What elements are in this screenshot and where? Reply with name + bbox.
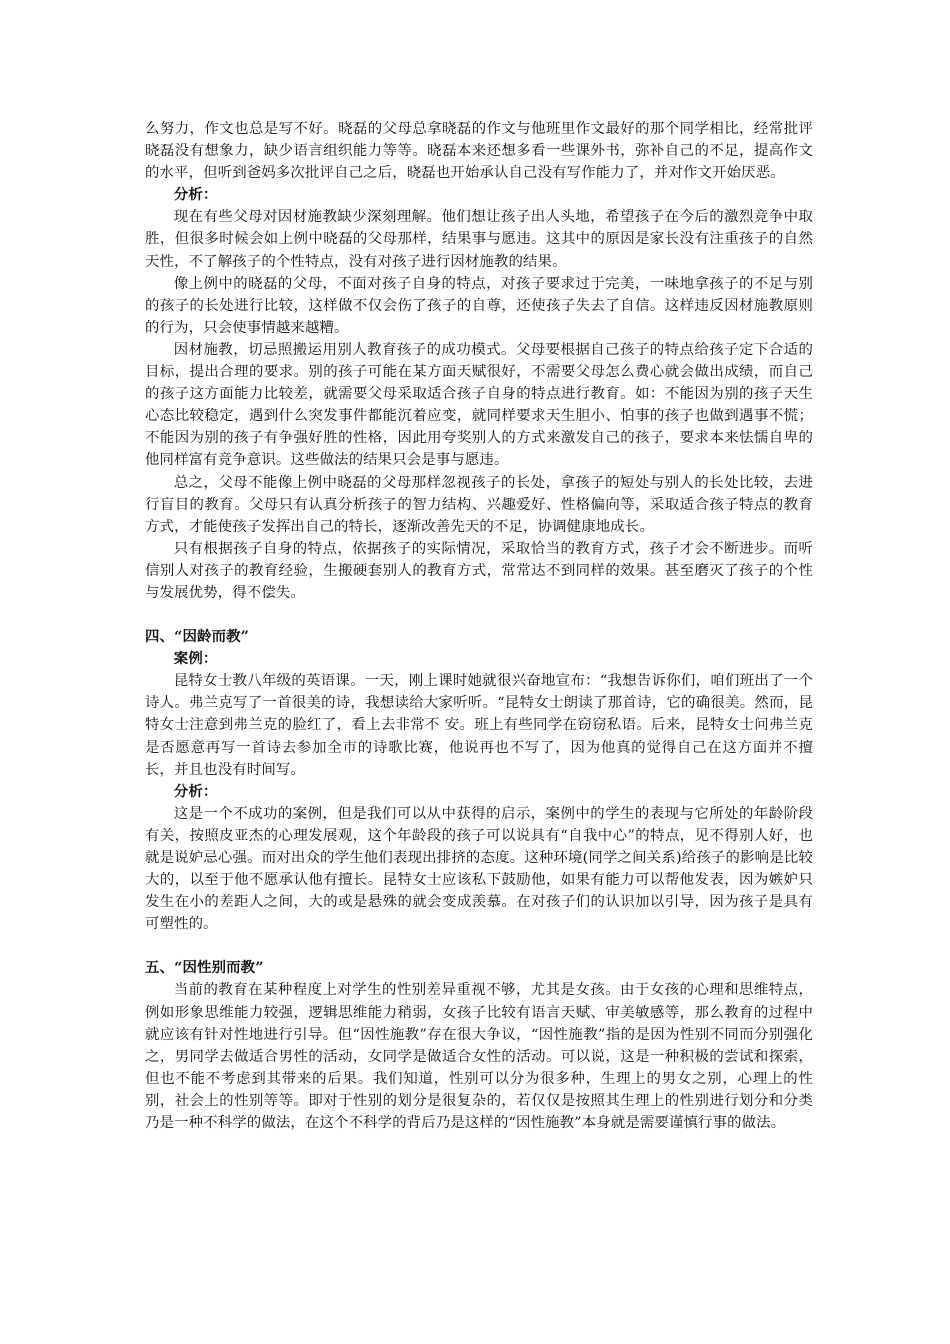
paragraph-analysis-2: 像上例中的晓磊的父母，不面对孩子自身的特点，对孩子要求过于完美，一味地拿孩子的不足与别的孩子的长处进行比较，这样做不仅会伤了孩子的自尊，还使孩子失去了自信。这样违反因材施教原则的行为，只会使事情越来越糟。	[145, 275, 813, 336]
section-heading-5: 五、“因性别而教”	[145, 959, 264, 977]
paragraph-case-4: 昆特女士教八年级的英语课。一天，刚上课时她就很兴奋地宣布：“我想告诉你们，咱们班出了一个诗人。弗兰克写了一首很美的诗，我想读给大家听听。“昆特女士朗读了那首诗，它的确很美。然而，昆特女士注意到弗兰克的脸红了，看上去非常不 安。班上有些同学在窃窃私语。后来，昆特女士问弗兰克是否愿意再写一首诗去参加全市的诗歌比赛，他说再也不写了，因为他真的觉得自己在这方面并不擅长，并且也没有时间写。	[145, 673, 813, 778]
paragraph-analysis-5: 只有根据孩子自身的特点，依据孩子的实际情况，采取恰当的教育方式，孩子才会不断进步。而听信别人对孩子的教育经验，生搬硬套别人的教育方式，常常达不到同样的效果。甚至磨灭了孩子的个性与发展优势，得不偿失。	[145, 540, 813, 601]
document-page	[145, 118, 813, 1134]
case-label: 案例：	[173, 650, 218, 668]
section-gap	[145, 604, 813, 626]
paragraph-analysis-1: 现在有些父母对因材施教缺少深刻理解。他们想让孩子出人头地，希望孩子在今后的激烈竞争中取胜，但很多时候会如上例中晓磊的父母那样，结果事与愿违。这其中的原因是家长没有注重孩子的自然天性，不了解孩子的个性特点，没有对孩子进行因材施教的结果。	[145, 209, 813, 270]
paragraph-analysis-3: 因材施教，切忌照搬运用别人教育孩子的成功模式。父母要根据自己孩子的特点给孩子定下合适的目标，提出合理的要求。别的孩子可能在某方面天赋很好，不需要父母怎么费心就会做出成绩，而自己的孩子这方面能力比较差，就需要父母采取适合孩子自身的特点进行教育。如：不能因为别的孩子天生心态比较稳定，遇到什么突发事件都能沉着应变，就同样要求天生胆小、怕事的孩子也做到遇事不慌；不能因为别的孩子有争强好胜的性格，因此用夸奖别人的方式来激发自己的孩子，要求本来怯懦自卑的他同样富有竞争意识。这些做法的结果只会是事与愿违。	[145, 341, 813, 469]
analysis-label: 分析：	[173, 186, 218, 204]
paragraph-section-5: 当前的教育在某种程度上对学生的性别差异重视不够，尤其是女孩。由于女孩的心理和思维特点，例如形象思维能力较强，逻辑思维能力稍弱，女孩子比较有语言天赋、审美敏感等，那么教育的过程中就应该有针对性地进行引导。但“因性施教”存在很大争议，“因性施教”指的是因为性别不同而分别强化之，男同学去做适合男性的活动，女同学是做适合女性的活动。可以说，这是一种积极的尝试和探索，但也不能不考虑到其带来的后果。我们知道，性别可以分为很多种，生理上的男女之别，心理上的性别，社会上的性别等等。即对于性别的划分是很复杂的，若仅仅是按照其生理上的性别进行划分和分类乃是一种不科学的做法，在这个不科学的背后乃是这样的“因性施教”本身就是需要谨慎行事的做法。	[145, 982, 813, 1132]
analysis-label: 分析：	[173, 782, 218, 800]
section-heading-4: 四、“因龄而教”	[145, 628, 250, 646]
section-gap	[145, 935, 813, 957]
paragraph-analysis-section-4: 这是一个不成功的案例，但是我们可以从中获得的启示，案例中的学生的表现与它所处的年龄阶段有关，按照皮亚杰的心理发展观，这个年龄段的孩子可以说具有“自我中心”的特点，见不得别人好，也就是说妒忌心强。而对出众的学生他们表现出排挤的态度。这种环境(同学之间关系)给孩子的影响是比较大的，以至于他不愿承认他有擅长。昆特女士应该私下鼓励他，如果有能力可以帮他发表，因为嫉妒只发生在小的差距人之间，大的或是悬殊的就会变成羡慕。在对孩子们的认识加以引导，因为孩子是具有可塑性的。	[145, 805, 813, 933]
paragraph-case-continuation: 么努力，作文也总是写不好。晓磊的父母总拿晓磊的作文与他班里作文最好的那个同学相比，经常批评晓磊没有想象力，缺少语言组织能力等等。晓磊本来还想多看一些课外书，弥补自己的不足，提高作文的水平，但听到爸妈多次批评自己之后，晓磊也开始承认自己没有写作能力了，并对作文开始厌恶。	[145, 121, 813, 182]
paragraph-analysis-4: 总之，父母不能像上例中晓磊的父母那样忽视孩子的长处，拿孩子的短处与别人的长处比较，去进行盲目的教育。父母只有认真分析孩子的智力结构、兴趣爱好、性格偏向等，采取适合孩子特点的教育方式，才能使孩子发挥出自己的特长，逐渐改善先天的不足，协调健康地成长。	[145, 474, 813, 535]
